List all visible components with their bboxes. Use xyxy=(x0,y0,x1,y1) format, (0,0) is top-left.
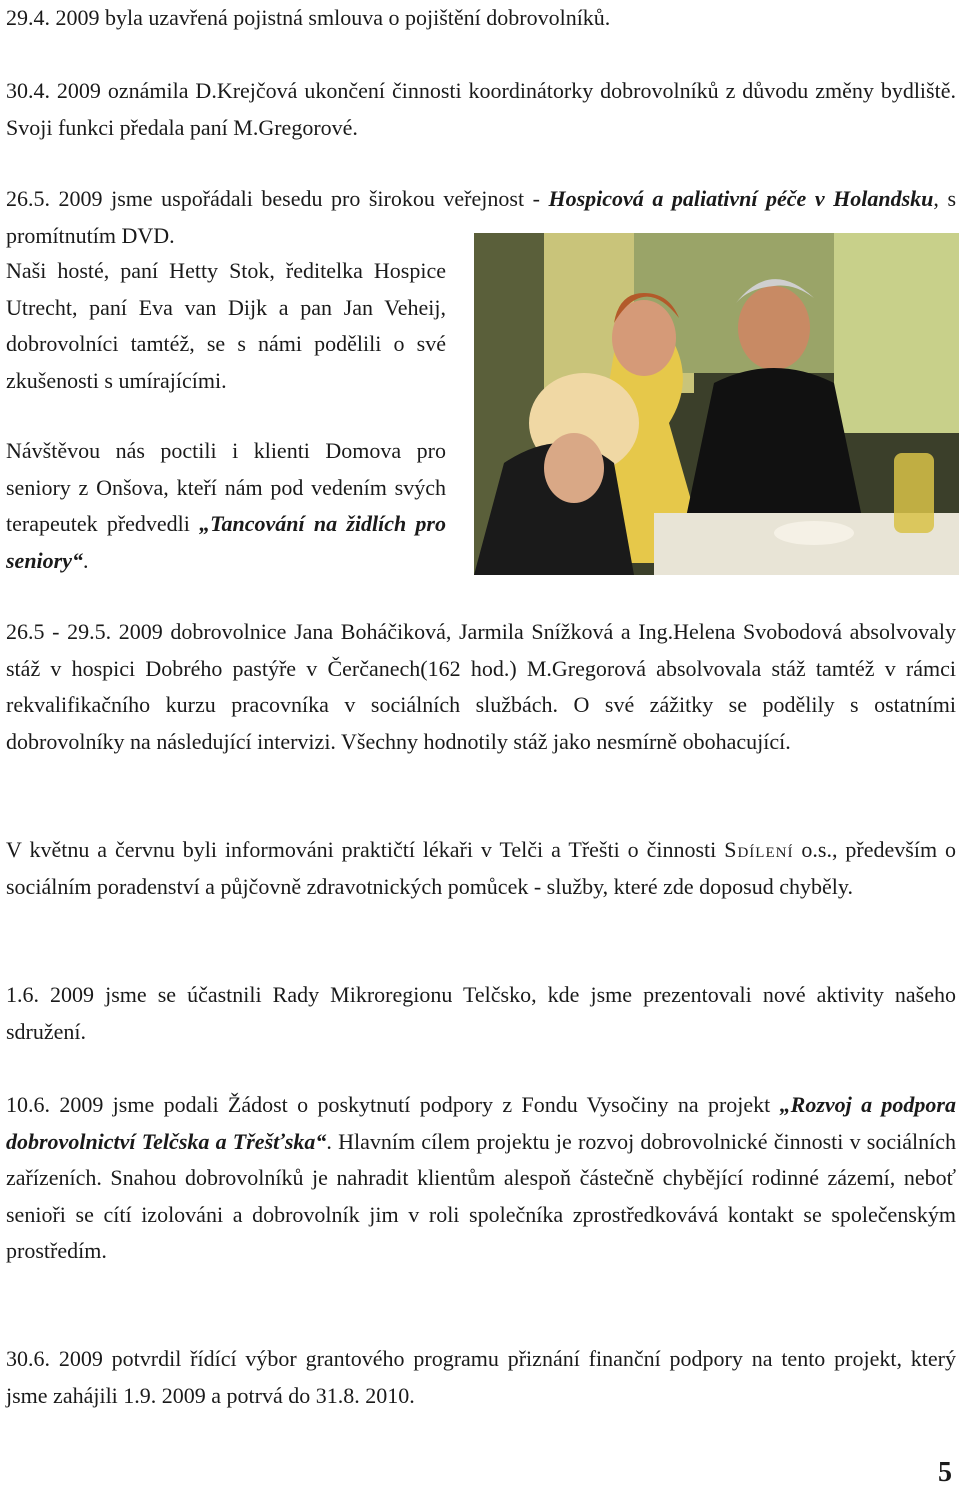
project-title: „Rozvoj a podpora dobrovolnictví Telčska a Třešťska“ xyxy=(6,1092,956,1154)
entry-insurance: 29.4. 2009 byla uzavřená pojistná smlouva o pojištění dobrovolníků. xyxy=(6,5,611,30)
entry-guests: Naši hosté, paní Hetty Stok, ředitelka Hospice Utrecht, paní Eva van Dijk a pan Jan Veheij, dobrovolníci tamtéž, se s námi podělili o své zkušenosti s umírajícími. xyxy=(6,258,446,393)
lecture-title: Hospicová a paliativní péče v Holandsku xyxy=(548,186,934,211)
entry-grant-application: 10.6. 2009 jsme podali Žádost o poskytnutí podpory z Fondu Vysočiny na projekt „Rozvoj a podpora dobrovolnictví Telčska a Třešťska“. Hlavním cílem projektu je rozvoj dobrovolnické činnosti v sociálních zařízeních. Snahou dobrovolníků je nahradit klientům alespoň částečně chybějící rodinné zázemí, neboť senioři se cítí izolováni a dobrovolník jim v roli společníka zprostředkovává kontakt se společenským prostředím. xyxy=(6,1092,956,1263)
entry-coordinator: 30.4. 2009 oznámila D.Krejčová ukončení činnosti koordinátorky dobrovolníků z důvodu změny bydliště. Svoji funkci předala paní M.Gregorové. xyxy=(6,78,956,140)
group-photo-image xyxy=(474,233,959,575)
entry-visit: Návštěvou nás poctili i klienti Domova pro seniory z Onšova, kteří nám pod vedením svých terapeutek předvedli „Tancování na židlích pro seniory“. xyxy=(6,438,446,573)
page-number: 5 xyxy=(938,1457,952,1488)
entry-doctors: V květnu a červnu byli informováni praktičtí lékaři v Telči a Třešti o činnosti Sdílení o.s., především o sociálním poradenství a půjčovně zdravotnických pomůcek - služby, které zde doposud chyběly. xyxy=(6,837,956,899)
group-photo xyxy=(474,233,959,575)
entry-grant-approved: 30.6. 2009 potvrdil řídící výbor grantového programu přiznání finanční podpory na tento projekt, který jsme zahájili 1.9. 2009 a potrvá do 31.8. 2010. xyxy=(6,1346,956,1408)
dance-title: „Tancování na židlích pro seniory“ xyxy=(6,511,446,573)
entry-internship: 26.5 - 29.5. 2009 dobrovolnice Jana Boháčiková, Jarmila Snížková a Ing.Helena Svobodová absolvovaly stáž v hospici Dobrého pastýře v Čerčanech(162 hod.) M.Gregorová absolvovala stáž tamtéž v rámci rekvalifikačního kurzu pracovníka v sociálních službách. O své zážitky se podělily s ostatními dobrovolníky na následující intervizi. Všechny hodnotily stáž jako nesmírně obohacující. xyxy=(6,619,956,754)
entry-microregion: 1.6. 2009 jsme se účastnili Rady Mikroregionu Telčsko, kde jsme prezentovali nové aktivity našeho sdružení. xyxy=(6,982,956,1044)
entry-lecture: 26.5. 2009 jsme uspořádali besedu pro širokou veřejnost - Hospicová a paliativní péče v Holandsku, s promítnutím DVD. xyxy=(6,186,957,248)
organization-name: Sdílení xyxy=(724,837,794,862)
